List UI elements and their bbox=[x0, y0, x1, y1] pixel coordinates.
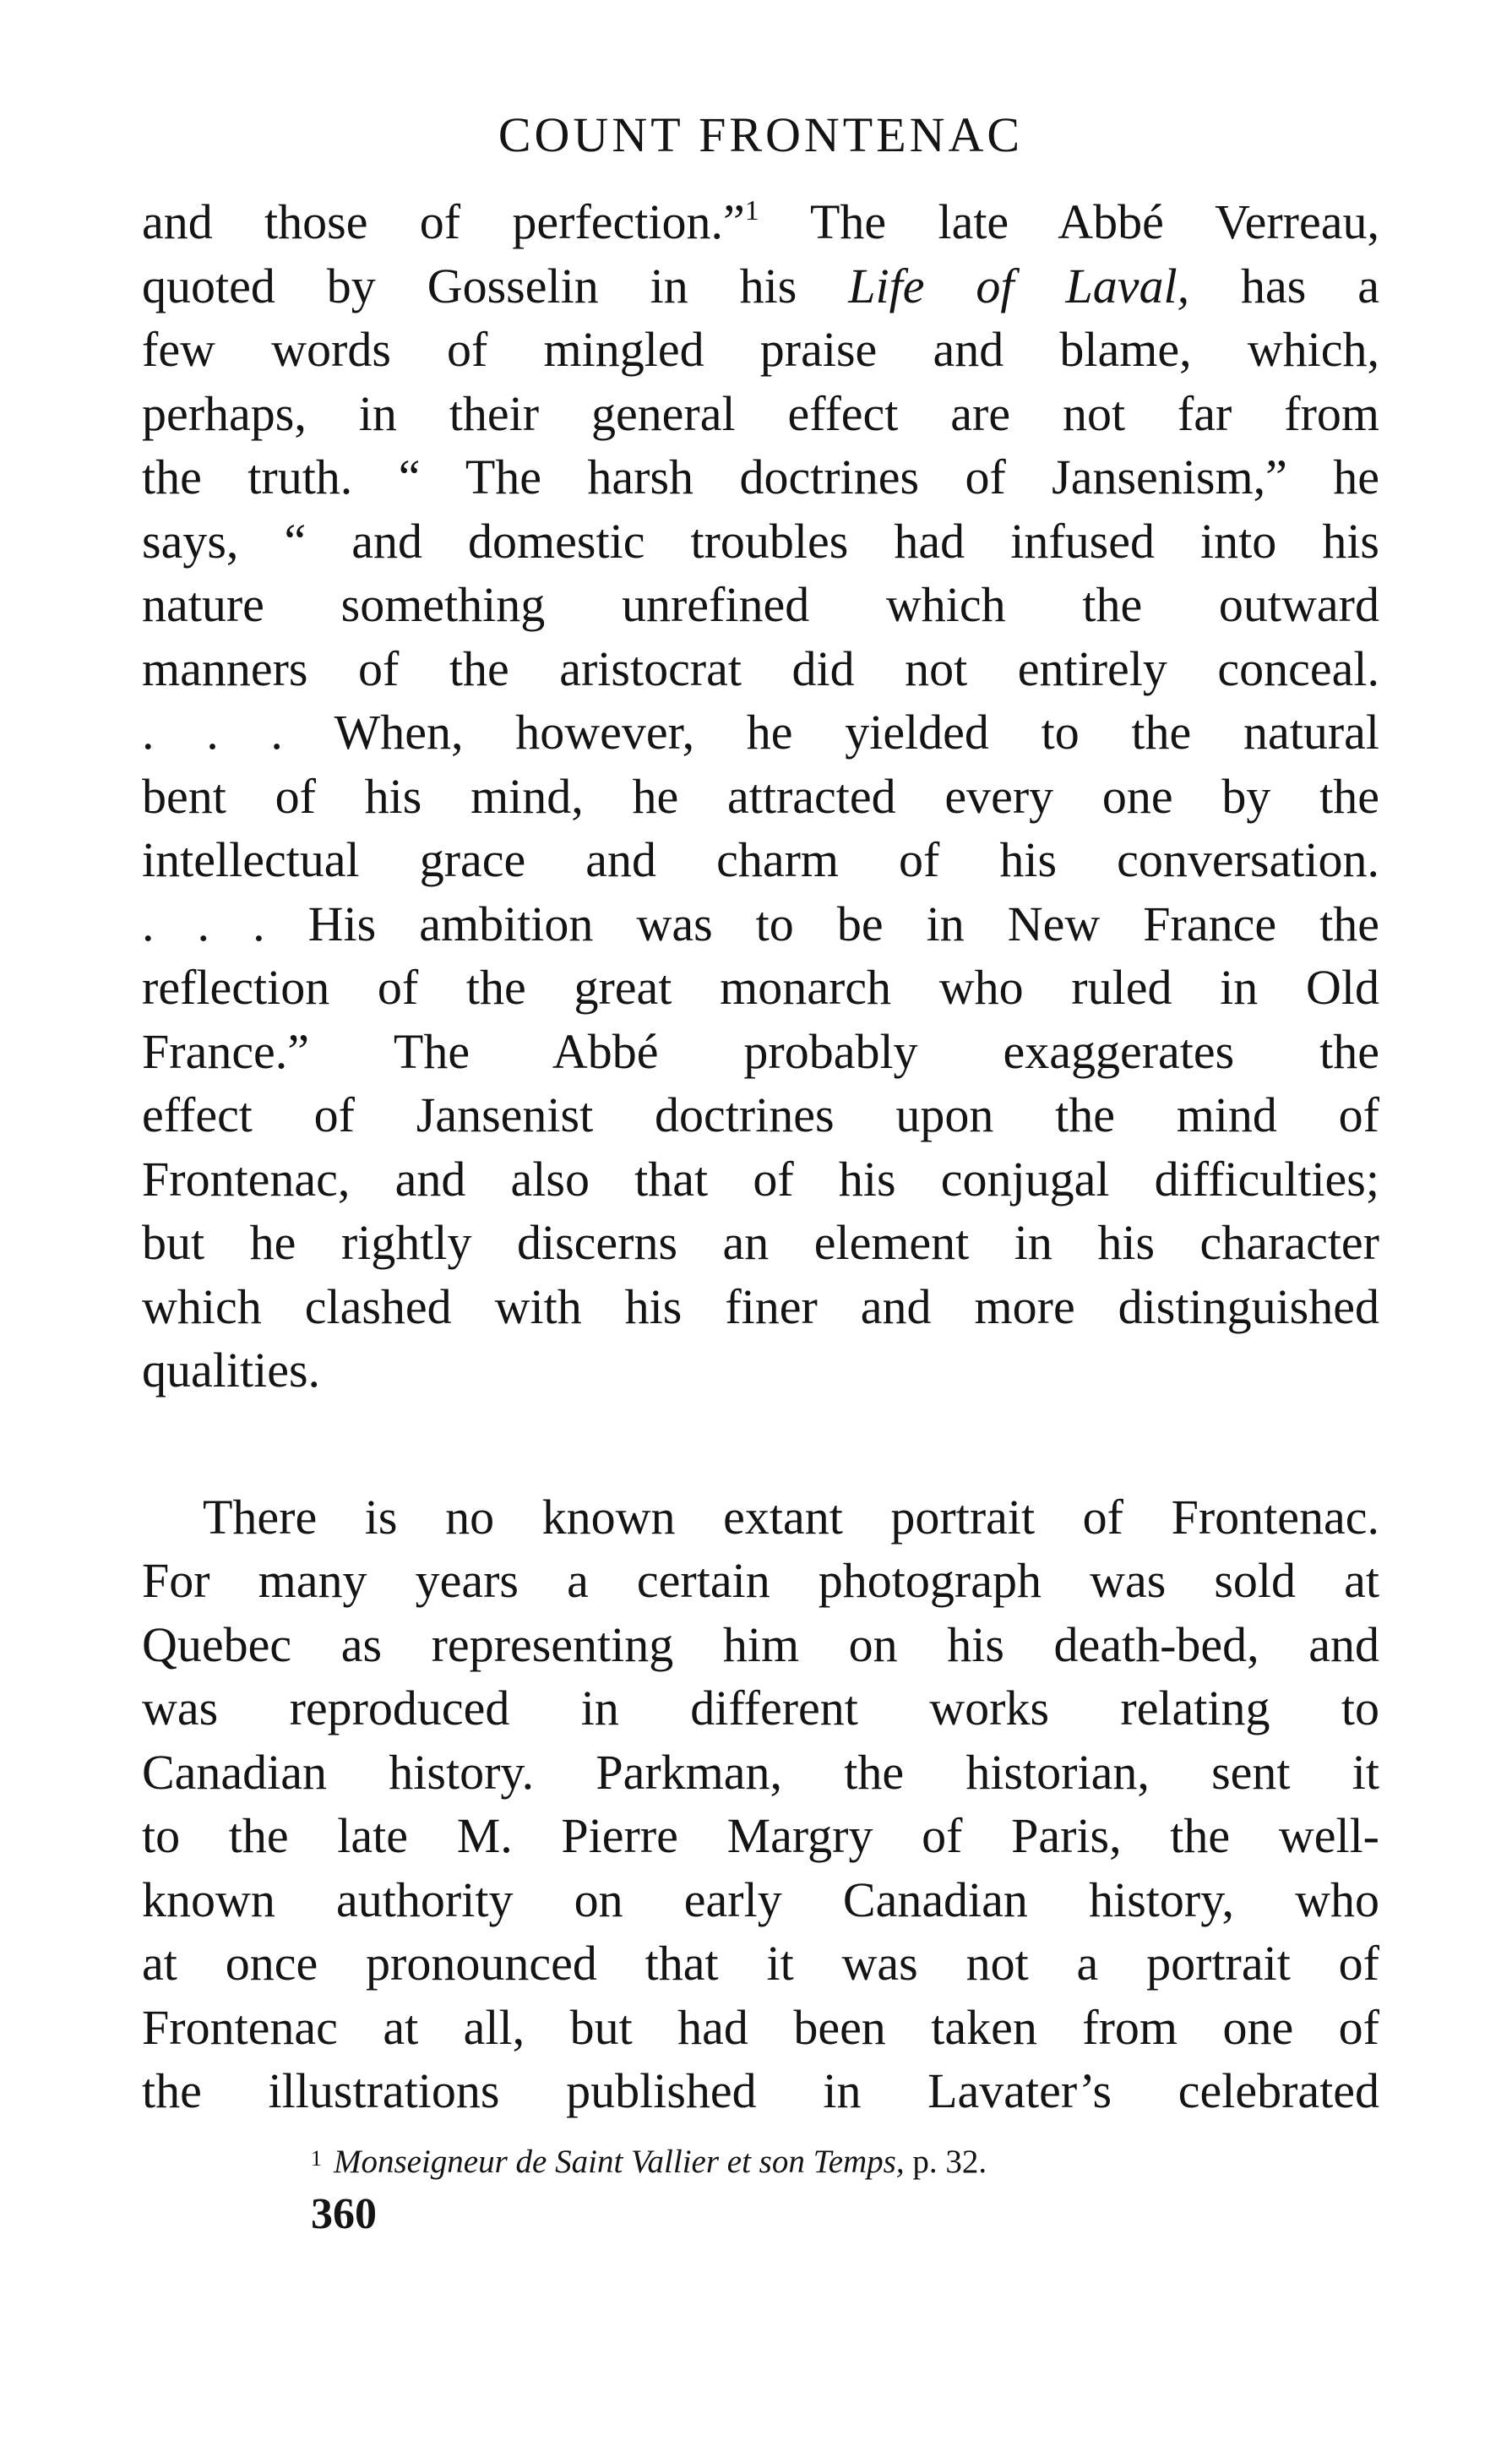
text-line: to the late M. Pierre Margry of Paris, the well- bbox=[142, 1808, 1379, 1863]
text-line bbox=[142, 179, 1379, 254]
text-line: which clashed with his finer and more distinguished bbox=[142, 1278, 1379, 1334]
text-line: qualities. bbox=[142, 1343, 321, 1398]
text-line: effect of Jansenist doctrines upon the mind of bbox=[142, 1087, 1379, 1142]
text-line: manners of the aristocrat did not entirely conceal. bbox=[142, 640, 1379, 696]
text-line: For many years a certain photograph was sold at bbox=[142, 1553, 1379, 1608]
text-segment: quoted by Gosselin in his bbox=[142, 258, 849, 313]
text-line: at once pronounced that it was not a portrait of bbox=[142, 1936, 1379, 1991]
text-line: bent of his mind, he attracted every one by the bbox=[142, 768, 1379, 824]
text-line: nature something unrefined which the outward bbox=[142, 577, 1379, 632]
page-number: 360 bbox=[311, 2189, 377, 2238]
text-line bbox=[142, 254, 1379, 319]
footnote-reference: 1 bbox=[744, 195, 759, 226]
text-line: perhaps, in their general effect are not far from bbox=[142, 385, 1379, 441]
footnote-title: Monseigneur de Saint Vallier et son Temps, bbox=[334, 2143, 905, 2180]
text-line: . . . His ambition was to be in New France the bbox=[142, 896, 1379, 951]
text-line: few words of mingled praise and blame, which, bbox=[142, 322, 1379, 377]
text-line: but he rightly discerns an element in his character bbox=[142, 1215, 1379, 1270]
text-segment: has a bbox=[1189, 258, 1379, 313]
text-line: France.” The Abbé probably exaggerates the bbox=[142, 1023, 1379, 1079]
footnote bbox=[142, 2139, 1379, 2182]
text-line: the illustrations published in Lavater’s celebrated bbox=[142, 2063, 1379, 2118]
text-line: . . . When, however, he yielded to the natural bbox=[142, 705, 1379, 760]
text-line: Canadian history. Parkman, the historian, sent it bbox=[142, 1744, 1379, 1800]
text-line: says, “ and domestic troubles had infused into his bbox=[142, 513, 1379, 569]
text-line: intellectual grace and charm of his conversation. bbox=[142, 832, 1379, 887]
text-line: Frontenac at all, but had been taken from one of bbox=[142, 1999, 1379, 2055]
footnote-locator: p. 32. bbox=[904, 2143, 987, 2180]
paragraph-2 bbox=[142, 1485, 1379, 2123]
book-page bbox=[142, 107, 1379, 2240]
footnote-marker: 1 bbox=[311, 2145, 322, 2171]
text-line: known authority on early Canadian history, who bbox=[142, 1872, 1379, 1927]
paragraph-1 bbox=[142, 179, 1379, 1403]
text-segment: The late Abbé Verreau, bbox=[759, 194, 1379, 249]
text-line: Quebec as representing him on his death-bed, and bbox=[142, 1616, 1379, 1672]
text-line: reflection of the great monarch who ruled in Old bbox=[142, 960, 1379, 1015]
text-line: Frontenac, and also that of his conjugal difficulties; bbox=[142, 1151, 1379, 1207]
book-title: Life of Laval, bbox=[848, 258, 1190, 313]
running-head: COUNT FRONTENAC bbox=[498, 107, 1024, 162]
text-line: the truth. “ The harsh doctrines of Jansenism,” he bbox=[142, 450, 1379, 504]
text-line: There is no known extant portrait of Frontenac. bbox=[203, 1489, 1379, 1545]
text-segment: and those of perfection.” bbox=[142, 194, 745, 249]
text-line: was reproduced in different works relating to bbox=[142, 1681, 1379, 1735]
